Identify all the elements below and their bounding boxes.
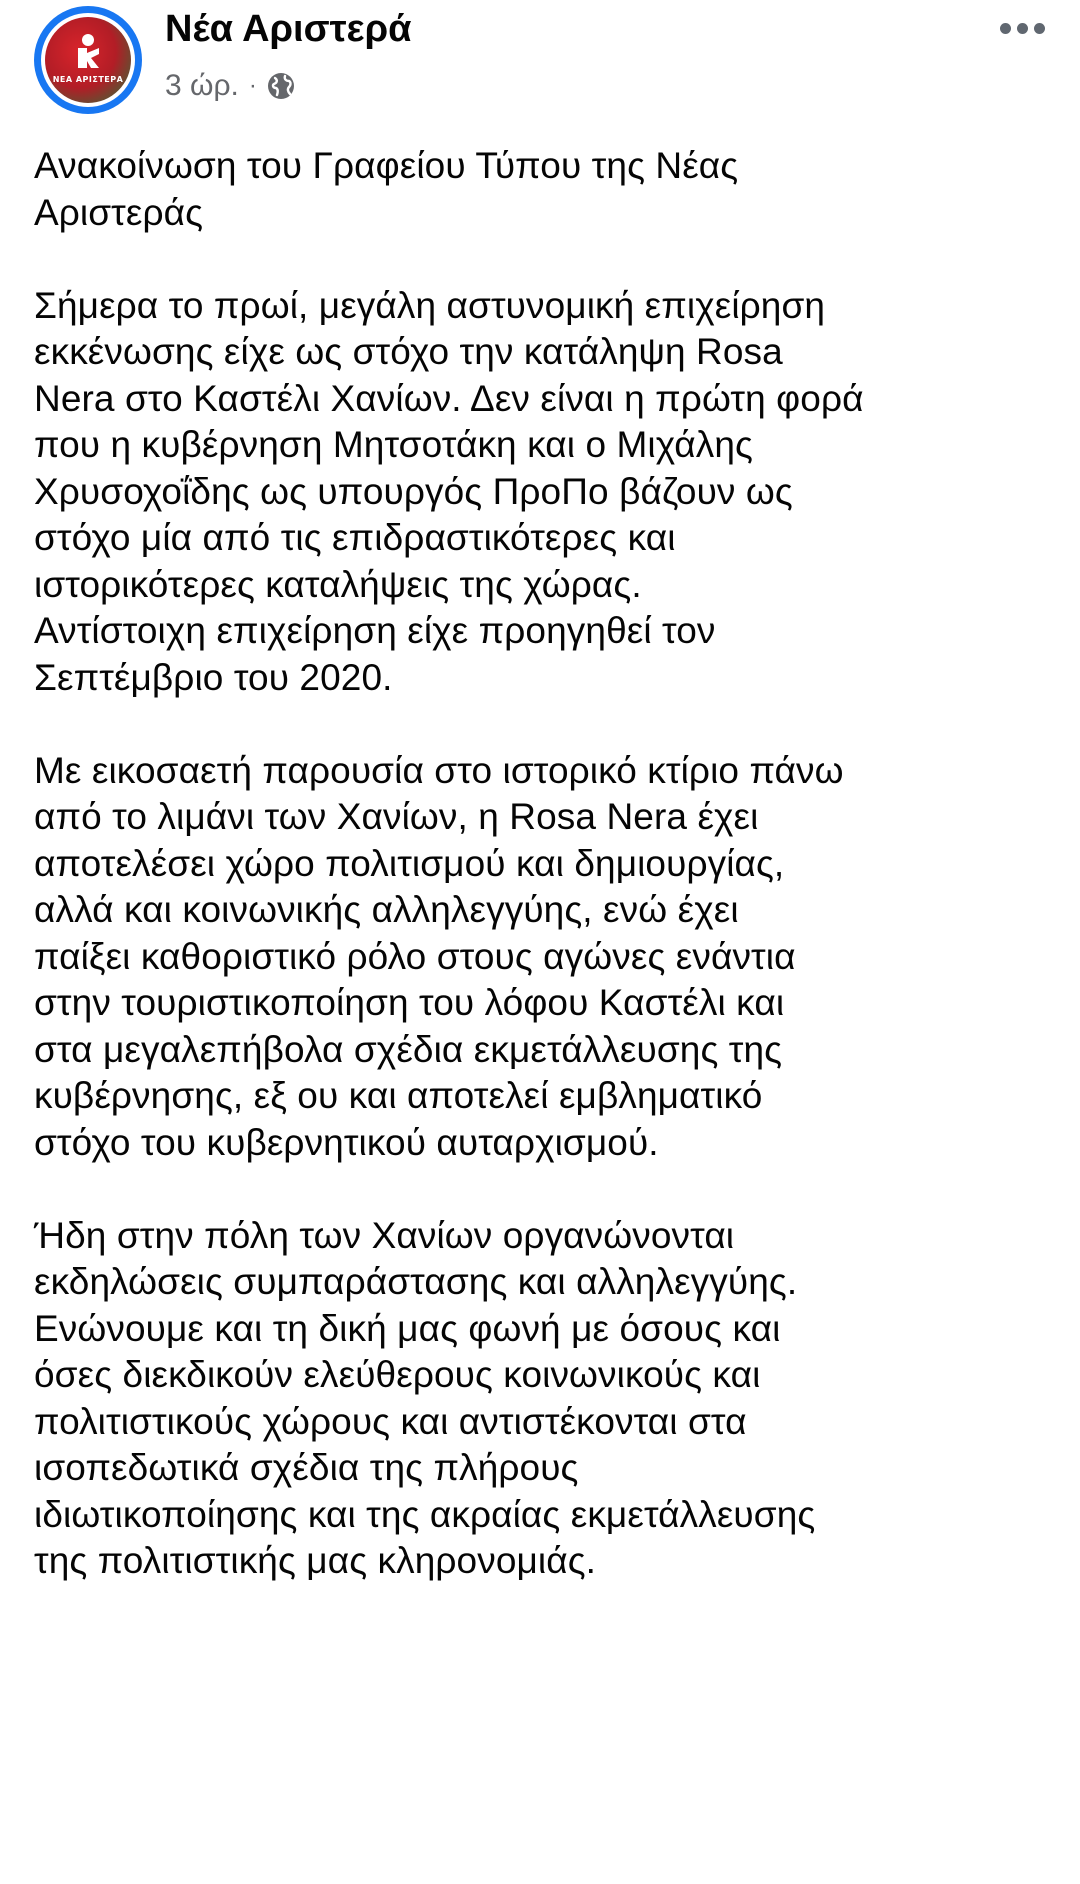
meta-separator: · xyxy=(248,72,257,99)
avatar-caption: ΝΕΑ ΑΡΙΣΤΕΡΑ xyxy=(52,75,124,84)
more-options-button[interactable] xyxy=(994,8,1050,48)
post-timestamp[interactable]: 3 ώρ. xyxy=(165,69,239,102)
more-options-icon xyxy=(1000,23,1011,34)
globe-icon[interactable] xyxy=(267,72,295,100)
post-paragraph: Ήδη στην πόλη των Χανίων οργανώνονται εκδηλώσεις συμπαράστασης και αλληλεγγύης. Ενώνουμε και τη δική μας φωνή με όσους και όσες διεκδικούν ελεύθερους κοινωνικούς και πολιτιστικούς χώρους και αντιστέκονται στα ισοπεδωτικά σχέδια της πλήρους ιδιωτικοποίησης και της ακραίας εκμετάλλευσης της πολιτιστικής μας κληρονομιάς. xyxy=(34,1214,816,1581)
party-logo xyxy=(45,17,131,103)
page-name[interactable]: Νέα Αριστερά xyxy=(165,8,412,50)
post-paragraph: Με εικοσαετή παρουσία στο ιστορικό κτίριο πάνω από το λιμάνι των Χανίων, η Rosa Nera έχει αποτελέσει χώρο πολιτισμού και δημιουργίας, αλλά και κοινωνικής αλληλεγγύης, ενώ έχει παίξει καθοριστικό ρόλο στους αγώνες ενάντια στην τουριστικοποίηση του λόφου Καστέλι και στα μεγαλεπήβολα σχέδια εκμετάλλευσης της κυβέρνησης, εξ ου και αποτελεί εμβληματικό στόχο του κυβερνητικού αυταρχισμού. xyxy=(34,749,844,1163)
post-paragraph: Σήμερα το πρωί, μεγάλη αστυνομική επιχείρηση εκκένωσης είχε ως στόχο την κατάληψη Rosa Nera στο Καστέλι Χανίων. Δεν είναι η πρώτη φορά που η κυβέρνηση Μητσοτάκη και ο Μιχάλης Χρυσοχοΐδης ως υπουργός ΠροΠο βάζουν ως στόχο μία από τις επιδραστικότερες και ιστορικότερες καταλήψεις της χώρας. Αντίστοιχη επιχείρηση είχε προηγηθεί τον Σεπτέμβριο του 2020. xyxy=(34,284,864,698)
post-body xyxy=(34,143,1054,1585)
party-logo-icon xyxy=(45,31,131,77)
post-paragraph: Ανακοίνωση του Γραφείου Τύπου της Νέας Αριστεράς xyxy=(34,145,739,233)
page-avatar[interactable] xyxy=(34,6,142,114)
post-header xyxy=(0,0,1080,125)
logo-mark-icon xyxy=(45,31,131,71)
post-meta xyxy=(165,66,295,106)
